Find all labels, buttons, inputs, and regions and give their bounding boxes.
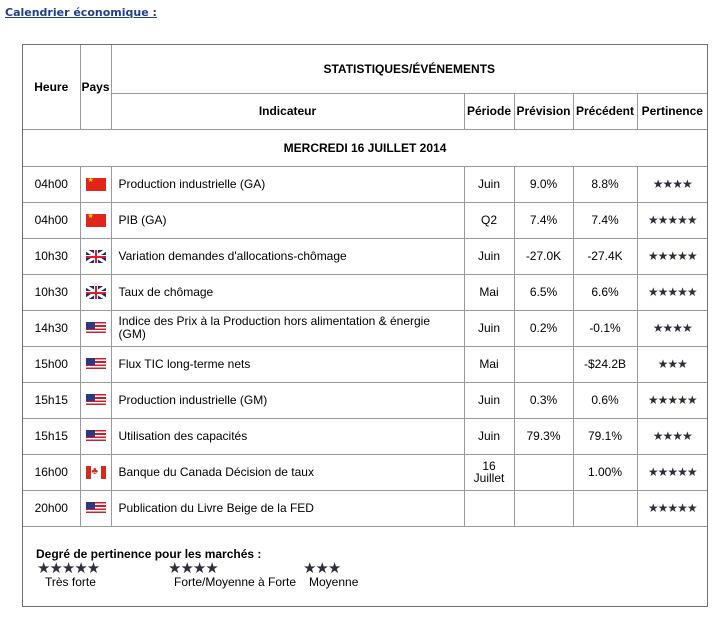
relevance-stars: ★★★★★ — [637, 382, 707, 418]
period-cell: Juin — [464, 382, 514, 418]
relevance-stars: ★★★ — [637, 346, 707, 382]
forecast-cell: 9.0% — [514, 166, 573, 202]
previous-cell: -0.1% — [573, 310, 637, 346]
legend-stars-very-strong: ★★★★★ — [37, 560, 100, 577]
previous-cell: 1.00% — [573, 454, 637, 490]
table-row — [23, 490, 707, 526]
period-cell — [464, 490, 514, 526]
previous-cell — [573, 490, 637, 526]
us-flag-icon — [86, 430, 106, 443]
time-cell: 14h30 — [23, 310, 80, 346]
time-cell: 15h15 — [23, 382, 80, 418]
us-flag-icon — [86, 394, 106, 407]
indicator-cell: Publication du Livre Beige de la FED — [111, 490, 464, 526]
indicator-cell: Production industrielle (GM) — [111, 382, 464, 418]
previous-cell: 79.1% — [573, 418, 637, 454]
indicator-cell: PIB (GA) — [111, 202, 464, 238]
indicator-cell: Utilisation des capacités — [111, 418, 464, 454]
china-flag-icon — [86, 214, 106, 227]
indicator-cell: Banque du Canada Décision de taux — [111, 454, 464, 490]
canada-flag-icon — [86, 466, 106, 479]
indicator-cell: Production industrielle (GA) — [111, 166, 464, 202]
previous-cell: -27.4K — [573, 238, 637, 274]
forecast-cell — [514, 490, 573, 526]
table-row — [23, 310, 707, 346]
forecast-cell: -27.0K — [514, 238, 573, 274]
previous-cell: 6.6% — [573, 274, 637, 310]
country-cell — [80, 454, 111, 490]
period-cell: Juin — [464, 418, 514, 454]
time-cell: 10h30 — [23, 238, 80, 274]
relevance-stars: ★★★★ — [637, 310, 707, 346]
time-cell: 04h00 — [23, 166, 80, 202]
time-cell: 15h00 — [23, 346, 80, 382]
relevance-stars: ★★★★★ — [637, 238, 707, 274]
indicator-cell: Indice des Prix à la Production hors alimentation & énergie (GM) — [111, 310, 464, 346]
period-cell: Juin — [464, 310, 514, 346]
relevance-legend — [23, 537, 707, 607]
legend-title: Degré de pertinence pour les marchés : — [36, 547, 262, 561]
us-flag-icon — [86, 322, 106, 335]
relevance-stars: ★★★★ — [637, 166, 707, 202]
period-cell: Juin — [464, 238, 514, 274]
relevance-stars: ★★★★ — [637, 418, 707, 454]
country-cell — [80, 382, 111, 418]
country-cell — [80, 418, 111, 454]
page-title: Calendrier économique : — [5, 6, 157, 19]
country-cell — [80, 238, 111, 274]
period-cell: 16 Juillet — [464, 454, 514, 490]
table-row — [23, 274, 707, 310]
economic-calendar-table — [23, 45, 707, 527]
forecast-cell: 0.2% — [514, 310, 573, 346]
indicator-cell: Taux de chômage — [111, 274, 464, 310]
forecast-cell: 0.3% — [514, 382, 573, 418]
forecast-cell: 6.5% — [514, 274, 573, 310]
country-cell — [80, 202, 111, 238]
header-periode: Période — [464, 93, 514, 129]
header-statistiques: STATISTIQUES/ÉVÉNEMENTS — [111, 45, 707, 93]
legend-label-very-strong: Très forte — [45, 575, 96, 589]
forecast-cell — [514, 346, 573, 382]
us-flag-icon — [86, 502, 106, 515]
country-cell — [80, 166, 111, 202]
header-indicateur: Indicateur — [111, 93, 464, 129]
header-pertinence: Pertinence — [637, 93, 707, 129]
table-row — [23, 166, 707, 202]
header-pays: Pays — [80, 45, 111, 129]
legend-stars-strong: ★★★★ — [168, 560, 218, 577]
table-row — [23, 418, 707, 454]
time-cell: 15h15 — [23, 418, 80, 454]
period-cell: Mai — [464, 346, 514, 382]
header-precedent: Précédent — [573, 93, 637, 129]
legend-label-strong: Forte/Moyenne à Forte — [174, 575, 297, 589]
period-cell: Mai — [464, 274, 514, 310]
table-row — [23, 346, 707, 382]
previous-cell: 0.6% — [573, 382, 637, 418]
relevance-stars: ★★★★★ — [637, 202, 707, 238]
indicator-cell: Variation demandes d'allocations-chômage — [111, 238, 464, 274]
time-cell: 20h00 — [23, 490, 80, 526]
uk-flag-icon — [86, 250, 106, 263]
uk-flag-icon — [86, 286, 106, 299]
country-cell — [80, 346, 111, 382]
economic-calendar-frame — [22, 44, 708, 607]
time-cell: 04h00 — [23, 202, 80, 238]
relevance-stars: ★★★★★ — [637, 490, 707, 526]
period-cell: Juin — [464, 166, 514, 202]
previous-cell: 8.8% — [573, 166, 637, 202]
legend-stars-medium: ★★★ — [303, 560, 341, 577]
header-heure: Heure — [23, 45, 80, 129]
time-cell: 16h00 — [23, 454, 80, 490]
forecast-cell: 79.3% — [514, 418, 573, 454]
forecast-cell: 7.4% — [514, 202, 573, 238]
country-cell — [80, 490, 111, 526]
previous-cell: 7.4% — [573, 202, 637, 238]
indicator-cell: Flux TIC long-terme nets — [111, 346, 464, 382]
forecast-cell — [514, 454, 573, 490]
table-row — [23, 202, 707, 238]
table-row — [23, 382, 707, 418]
header-prevision: Prévision — [514, 93, 573, 129]
us-flag-icon — [86, 358, 106, 371]
china-flag-icon — [86, 178, 106, 191]
table-row — [23, 238, 707, 274]
previous-cell: -$24.2B — [573, 346, 637, 382]
table-row — [23, 454, 707, 490]
relevance-stars: ★★★★★ — [637, 454, 707, 490]
legend-label-medium: Moyenne — [309, 575, 359, 589]
time-cell: 10h30 — [23, 274, 80, 310]
date-row: MERCREDI 16 JUILLET 2014 — [23, 129, 707, 166]
relevance-stars: ★★★★★ — [637, 274, 707, 310]
country-cell — [80, 310, 111, 346]
country-cell — [80, 274, 111, 310]
period-cell: Q2 — [464, 202, 514, 238]
